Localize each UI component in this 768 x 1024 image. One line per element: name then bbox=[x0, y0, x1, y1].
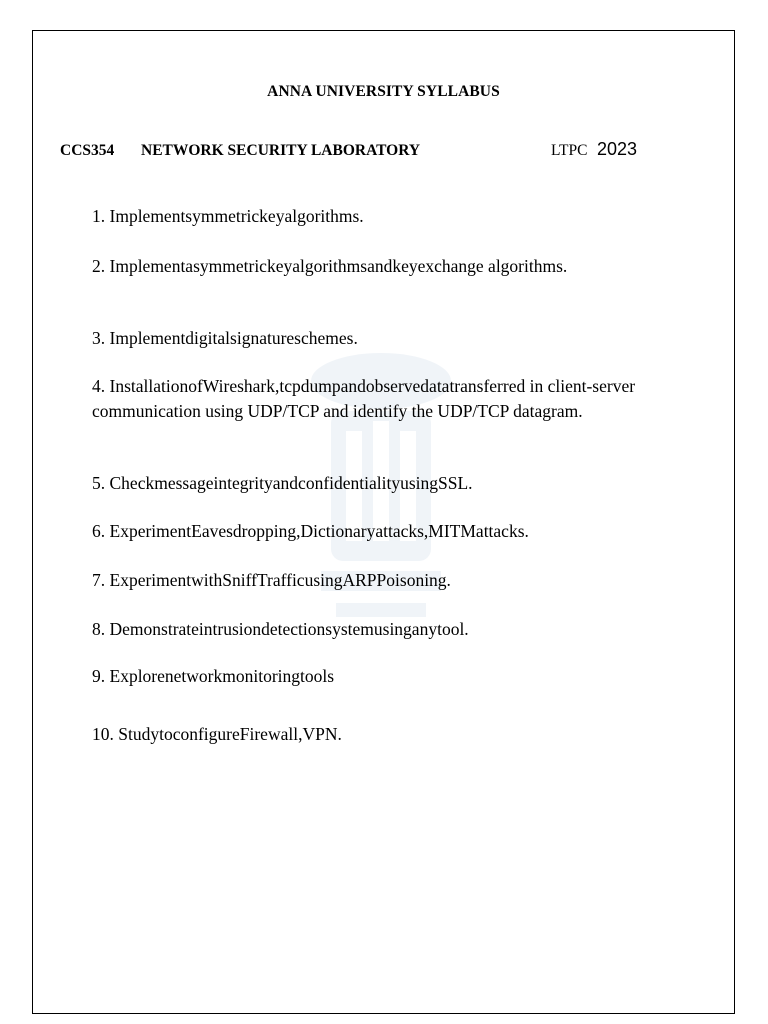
document-page bbox=[32, 30, 735, 1014]
experiment-item: 4. InstallationofWireshark,tcpdumpandobservedatatransferred in client-server communication using UDP/TCP and identify the UDP/TCP datagram. bbox=[92, 376, 636, 421]
experiment-item: 3. Implementdigitalsignatureschemes. bbox=[92, 328, 358, 348]
experiment-item: 9. Explorenetworkmonitoringtools bbox=[92, 666, 335, 686]
experiment-item: 1. Implementsymmetrickeyalgorithms. bbox=[92, 206, 364, 226]
experiment-item: 10. StudytoconfigureFirewall,VPN. bbox=[92, 724, 342, 744]
ltpc-values: 2023 bbox=[597, 139, 638, 159]
experiment-item: 5. CheckmessageintegrityandconfidentialityusingSSL. bbox=[92, 473, 473, 493]
ltpc-label: LTPC bbox=[551, 142, 588, 159]
experiment-item: 7. ExperimentwithSniffTrafficusingARPPoisoning. bbox=[92, 570, 451, 590]
course-name: NETWORK SECURITY LABORATORY bbox=[141, 142, 421, 159]
course-code: CCS354 bbox=[60, 142, 115, 159]
course-header bbox=[60, 140, 700, 164]
document-title: ANNA UNIVERSITY SYLLABUS bbox=[267, 83, 500, 100]
experiment-item: 6. ExperimentEavesdropping,Dictionaryattacks,MITMattacks. bbox=[92, 521, 529, 541]
experiment-item: 2. Implementasymmetrickeyalgorithmsandkeyexchange algorithms. bbox=[92, 256, 568, 276]
experiment-item: 8. Demonstrateintrusiondetectionsystemusinganytool. bbox=[92, 619, 469, 639]
